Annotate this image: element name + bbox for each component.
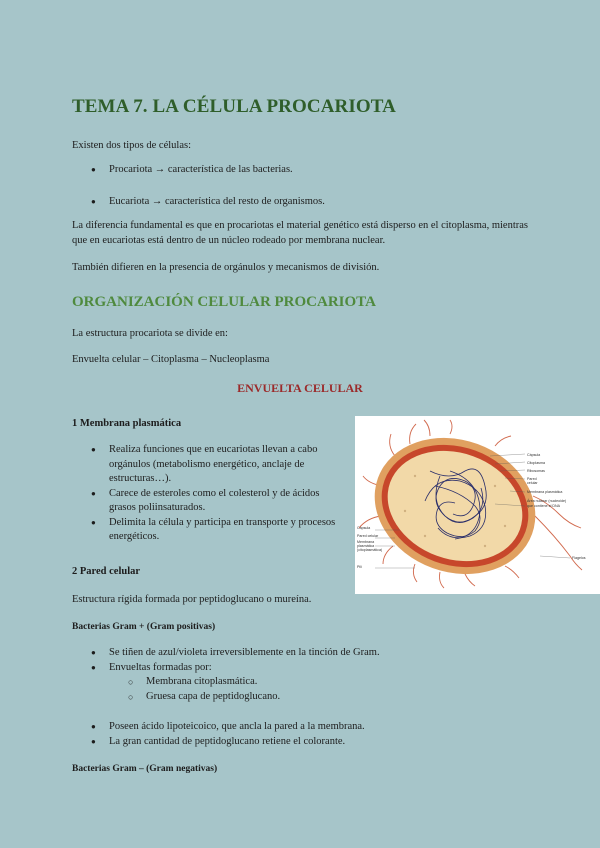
list-item: ● Delimita la célula y participa en transporte y procesos energéticos. (91, 516, 341, 545)
gram-positive-sublist (128, 675, 548, 704)
org-parts-text: Envuelta celular – Citoplasma – Nucleoplasma (72, 354, 270, 365)
svg-text:Pared celular: Pared celular (357, 534, 379, 538)
membrane-list (91, 443, 341, 545)
svg-text:Cápsula: Cápsula (357, 526, 371, 530)
svg-text:Cápsula: Cápsula (527, 453, 541, 457)
list-item: ● La gran cantidad de peptidoglucano retiene el colorante. (91, 735, 551, 750)
svg-text:Área nuclear (nucleoide): Área nuclear (nucleoide) (527, 499, 567, 503)
wall-heading: 2 Pared celular (72, 566, 141, 577)
gram-negative-heading: Bacterias Gram – (Gram negativas) (72, 764, 218, 774)
svg-text:Citoplasma: Citoplasma (527, 461, 545, 465)
list-item: ● Carece de esteroles como el colesterol y de ácidos grasos poliinsaturados. (91, 487, 341, 516)
svg-text:Ribosomas: Ribosomas (527, 469, 545, 473)
svg-text:Membrana plasmática: Membrana plasmática (527, 490, 563, 494)
bacteria-diagram (355, 416, 600, 594)
list-item: ○ Membrana citoplasmática. (128, 675, 548, 690)
gram-positive-heading: Bacterias Gram + (Gram positivas) (72, 622, 216, 632)
bacteria-illustration (355, 416, 600, 594)
gram-positive-list (91, 646, 551, 675)
list-item: ● Se tiñen de azul/violeta irreversiblemente en la tinción de Gram. (91, 646, 551, 661)
list-item: ● Poseen ácido lipoteicoico, que ancla la pared a la membrana. (91, 720, 551, 735)
membrane-heading: 1 Membrana plasmática (72, 418, 182, 429)
svg-text:que contiene el DNA: que contiene el DNA (527, 504, 560, 508)
org-intro-text: La estructura procariota se divide en: (72, 328, 228, 339)
list-item: ● Realiza funciones que en eucariotas llevan a cabo orgánulos (metabolismo energético, anclaje de estructuras…). (91, 443, 341, 487)
intro-text: Existen dos tipos de células: (72, 140, 191, 151)
wall-text: Estructura rígida formada por peptidoglucano o mureína. (72, 594, 312, 605)
svg-text:Pared: Pared (527, 477, 537, 481)
cell-types-list (91, 163, 551, 209)
svg-text:(citoplasmática): (citoplasmática) (357, 548, 383, 552)
svg-text:plasmática: plasmática (357, 544, 375, 548)
section-title: ORGANIZACIÓN CELULAR PROCARIOTA (72, 294, 376, 310)
page-title: TEMA 7. LA CÉLULA PROCARIOTA (72, 96, 396, 117)
also-text: También difieren en la presencia de orgánulos y mecanismos de división. (72, 262, 380, 273)
difference-text: La diferencia fundamental es que en procariotas el material genético está disperso en el citoplasma, mientras que en eucariotas está dentro de un núcleo rodeado por membrana nuclear. (72, 220, 528, 246)
list-item: ● Envueltas formadas por: (91, 661, 551, 676)
subsection-title: ENVUELTA CELULAR (237, 381, 363, 395)
gram-positive-list-2 (91, 720, 551, 749)
svg-text:Membrana: Membrana (357, 540, 375, 544)
svg-text:celular: celular (527, 481, 538, 485)
list-item: ● Procariota → característica de las bacterias. (91, 163, 551, 178)
list-item: ○ Gruesa capa de peptidoglucano. (128, 690, 548, 705)
list-item: ● Eucariota → característica del resto de organismos. (91, 195, 551, 210)
svg-text:Pili: Pili (357, 565, 362, 569)
svg-text:Flagelos: Flagelos (572, 556, 586, 560)
